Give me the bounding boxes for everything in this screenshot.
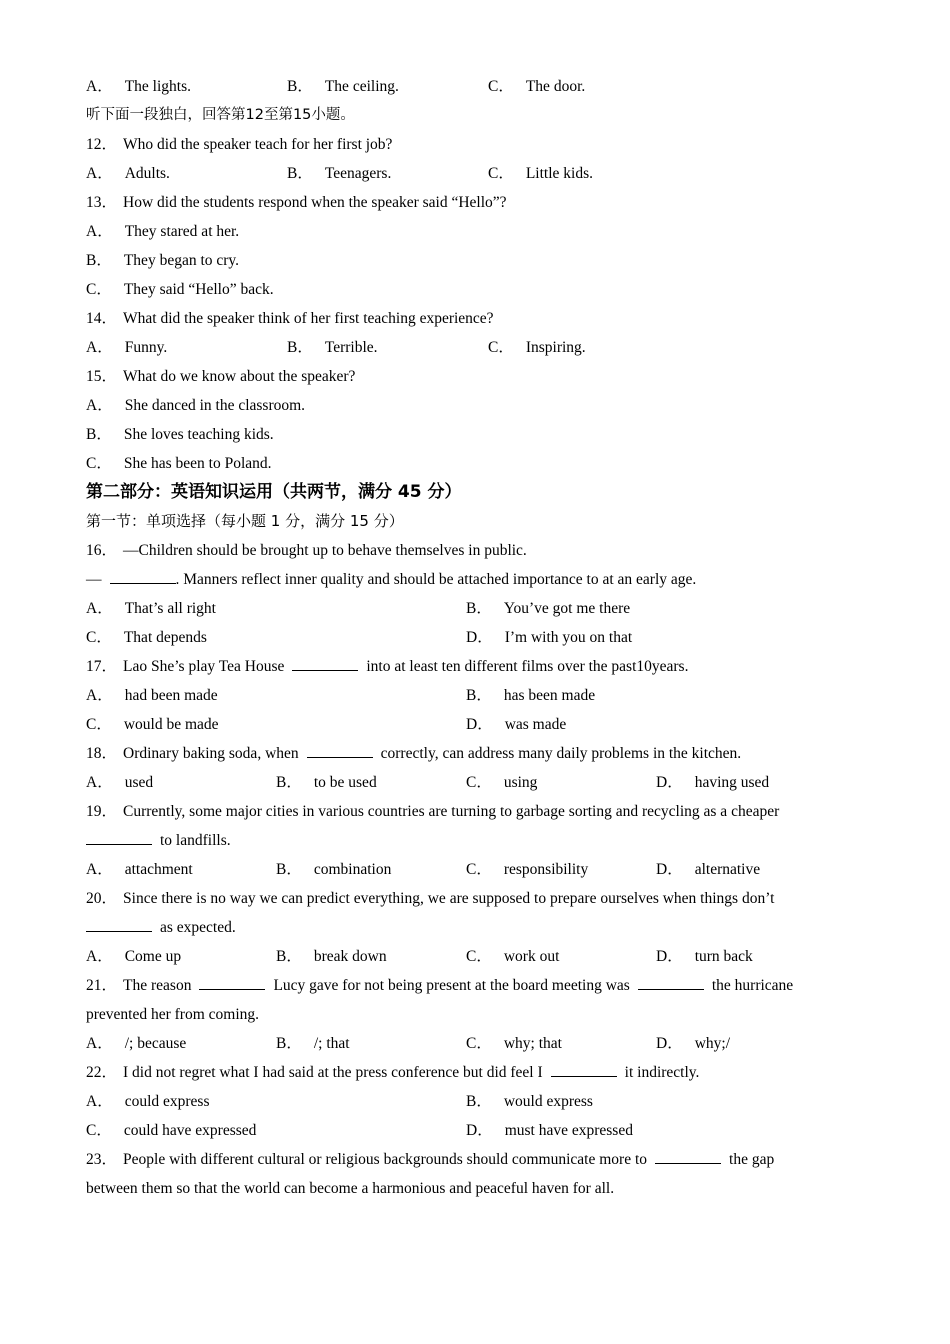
option-d: D． why;/ [656, 1035, 731, 1052]
answer-blank [199, 973, 265, 990]
question-22: 22． I did not regret what I had said at the press conference but did feel I it indirectly. [86, 1058, 846, 1087]
option-a: A． had been made [86, 687, 218, 704]
option-c: C． Little kids. [488, 165, 594, 182]
answer-blank [292, 654, 358, 671]
option-c: C． She has been to Poland. [86, 455, 272, 472]
option-b: B． has been made [466, 687, 596, 704]
question-23-cont: between them so that the world can become a harmonious and peaceful haven for all. [86, 1180, 615, 1197]
option-a: A． could express [86, 1093, 210, 1110]
option-a: A． used [86, 774, 154, 791]
option-a: A． That’s all right [86, 600, 216, 617]
question-18: 18． Ordinary baking soda, when correctly, can address many daily problems in the kitchen. [86, 739, 846, 768]
option-b: B． They began to cry. [86, 252, 240, 269]
q12-options [86, 159, 846, 188]
question-21: 21． The reason Lucy gave for not being present at the board meeting was the hurricane [86, 971, 846, 1000]
option-c: C． Inspiring. [488, 339, 586, 356]
question-20: 20． Since there is no way we can predict everything, we are supposed to prepare ourselves when things don’t [86, 890, 775, 907]
option-a: A． attachment [86, 861, 193, 878]
option-a: A． Funny. [86, 339, 168, 356]
question-19: 19． Currently, some major cities in various countries are turning to garbage sorting and recycling as a cheaper [86, 803, 780, 820]
option-b: B． She loves teaching kids. [86, 426, 274, 443]
option-a: A． Come up [86, 948, 182, 965]
option-b: B． You’ve got me there [466, 600, 631, 617]
part2-title: 第二部分：英语知识运用（共两节，满分 45 分） [86, 482, 462, 502]
question-16: 16． —Children should be brought up to behave themselves in public. [86, 542, 527, 559]
question-20-cont: as expected. [86, 913, 846, 942]
option-b: B． Terrible. [287, 339, 378, 356]
option-d: D． was made [466, 716, 567, 733]
question-12: 12． Who did the speaker teach for her first job? [86, 136, 393, 153]
option-c: C． That depends [86, 629, 207, 646]
option-d: D． must have expressed [466, 1122, 633, 1139]
option-c: C． could have expressed [86, 1122, 257, 1139]
option-c: C． work out [466, 948, 560, 965]
option-b: B． combination [276, 861, 392, 878]
option-c: C． They said “Hello” back. [86, 281, 274, 298]
answer-blank [110, 567, 176, 584]
instruction: 听下面一段独白，回答第12至第15小题。 [86, 107, 355, 123]
question-16-reply: — . Manners reflect inner quality and should be attached importance to at an early age. [86, 565, 846, 594]
exam-page [86, 72, 846, 1203]
question-13: 13． How did the students respond when the speaker said “Hello”? [86, 194, 507, 211]
option-b: B． /; that [276, 1035, 350, 1052]
option-b: B． to be used [276, 774, 377, 791]
answer-blank [86, 828, 152, 845]
question-21-cont: prevented her from coming. [86, 1006, 260, 1023]
option-d: D． having used [656, 774, 770, 791]
q18-options [86, 768, 846, 797]
question-15: 15． What do we know about the speaker? [86, 368, 356, 385]
option-c: C． why; that [466, 1035, 562, 1052]
question-17: 17． Lao She’s play Tea House into at least ten different films over the past10years. [86, 652, 846, 681]
q22-options-row2 [86, 1116, 846, 1145]
q17-options-row1 [86, 681, 846, 710]
option-d: D． I’m with you on that [466, 629, 633, 646]
q20-options [86, 942, 846, 971]
q19-options [86, 855, 846, 884]
answer-blank [551, 1060, 617, 1077]
option-b: B． break down [276, 948, 387, 965]
q17-options-row2 [86, 710, 846, 739]
option-a: A． The lights. [86, 78, 192, 95]
answer-blank [307, 741, 373, 758]
option-c: C． would be made [86, 716, 219, 733]
question-23: 23． People with different cultural or religious backgrounds should communicate more to the gap [86, 1145, 846, 1174]
answer-blank [638, 973, 704, 990]
q11-options [86, 72, 846, 101]
option-c: C． responsibility [466, 861, 589, 878]
answer-blank [86, 915, 152, 932]
q14-options [86, 333, 846, 362]
q21-options [86, 1029, 846, 1058]
option-b: B． would express [466, 1093, 593, 1110]
answer-blank [655, 1147, 721, 1164]
option-a: A． Adults. [86, 165, 170, 182]
q16-options-row2 [86, 623, 846, 652]
option-c: C． The door. [488, 78, 586, 95]
question-19-cont: to landfills. [86, 826, 846, 855]
option-d: D． alternative [656, 861, 761, 878]
option-a: A． /; because [86, 1035, 187, 1052]
option-a: A． She danced in the classroom. [86, 397, 306, 414]
option-b: B． Teenagers. [287, 165, 392, 182]
option-d: D． turn back [656, 948, 753, 965]
section1-title: 第一节：单项选择（每小题 1 分，满分 15 分） [86, 512, 404, 530]
question-14: 14． What did the speaker think of her first teaching experience? [86, 310, 494, 327]
option-c: C． using [466, 774, 538, 791]
q22-options-row1 [86, 1087, 846, 1116]
option-a: A． They stared at her. [86, 223, 240, 240]
q16-options-row1 [86, 594, 846, 623]
option-b: B． The ceiling. [287, 78, 399, 95]
